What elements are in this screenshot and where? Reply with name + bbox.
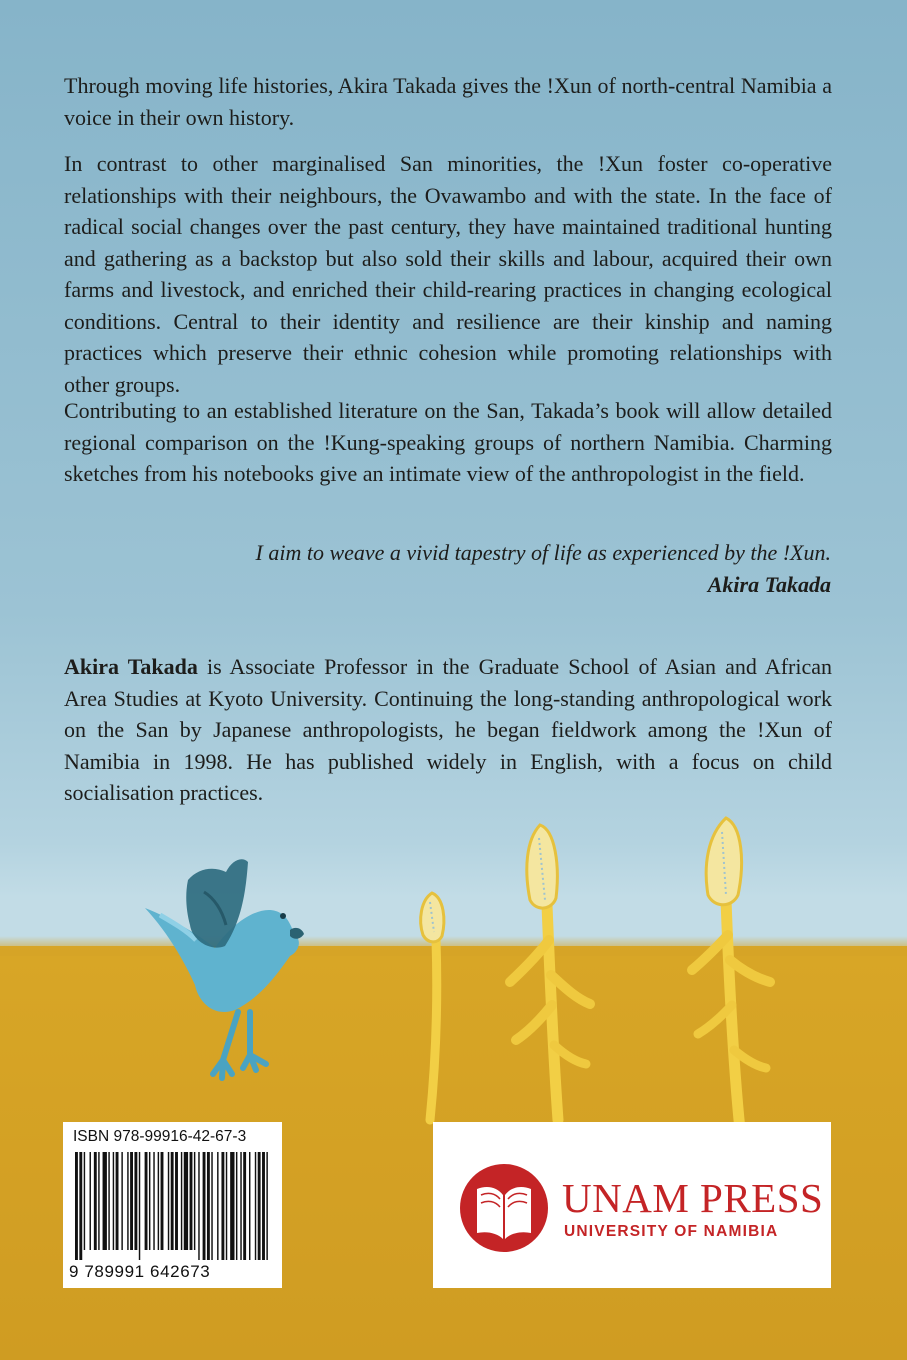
- millet-stalk-icon: [421, 893, 444, 1120]
- author-quote: I aim to weave a vivid tapestry of life as experienced by the !Xun.: [255, 540, 831, 565]
- open-book-icon: [455, 1159, 553, 1257]
- bird-icon: [145, 859, 304, 1078]
- isbn-barcode: [63, 1122, 282, 1288]
- author-bio: [64, 651, 832, 809]
- publisher-name: UNAM PRESS: [562, 1175, 824, 1221]
- quote-attribution: Akira Takada: [707, 572, 831, 597]
- blurb-paragraph-2: In contrast to other marginalised San minorities, the !Xun foster co-operative relationships with their neighbours, the Ovawambo and with the state. In the face of radical social changes over the past century, they have maintained traditional hunting and gathering as a backstop but also sold their skills and labour, acquired their own farms and livestock, and enriched their child-rearing practices in changing ecological conditions. Central to their identity and resilience are their kinship and naming practices which preserve their ethnic cohesion while promoting relationships with other groups.: [64, 151, 832, 397]
- author-name: Akira Takada: [64, 654, 198, 679]
- publisher-logo-panel: [433, 1122, 831, 1288]
- author-bio-text: is Associate Professor in the Graduate School of Asian and African Area Studies at Kyoto University. Continuing the long-standing anthropological work on the San by Japanese anthropologists, he began fieldwork among the !Xun of Namibia in 1998. He has published widely in English, with a focus on child socialisation practices.: [64, 654, 833, 805]
- barcode-icon: [73, 1152, 273, 1260]
- isbn-label: ISBN 978-99916-42-67-3: [73, 1128, 247, 1145]
- millet-stalk-icon: [510, 825, 590, 1120]
- publisher-subtitle: UNIVERSITY OF NAMIBIA: [564, 1223, 779, 1240]
- barcode-digits: 9 789991 642673: [69, 1262, 211, 1281]
- blurb-paragraph-1: Through moving life histories, Akira Takada gives the !Xun of north-central Namibia a voice in their own history.: [64, 73, 832, 130]
- millet-stalk-icon: [692, 818, 770, 1130]
- blurb-paragraph-3: Contributing to an established literature on the San, Takada’s book will allow detailed regional comparison on the !Kung-speaking groups of northern Namibia. Charming sketches from his notebooks give an intimate view of the anthropologist in the field.: [64, 398, 832, 486]
